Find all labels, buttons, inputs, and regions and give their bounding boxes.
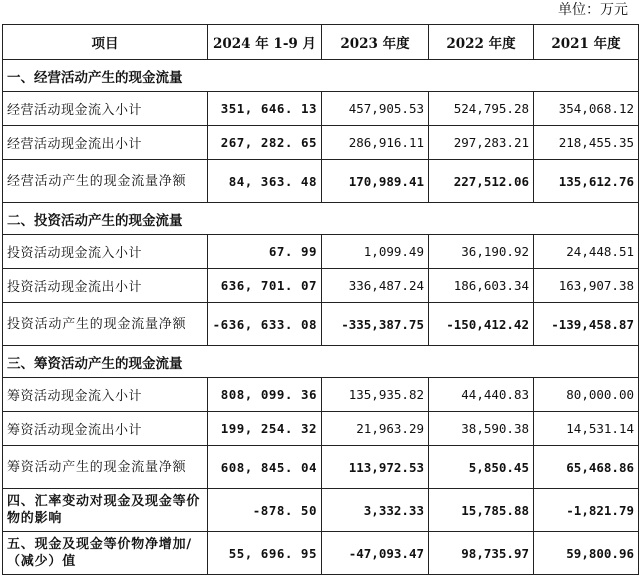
row-label: 五、现金及现金等价物净增加/（减少）值 (3, 532, 208, 575)
cell-2024: 55, 696. 95 (208, 532, 322, 575)
row-label: 投资活动产生的现金流量净额 (3, 303, 208, 346)
cell-2022: 15,785.88 (429, 489, 534, 532)
cell-2024: 199, 254. 32 (208, 412, 322, 446)
cell-2024: -636, 633. 08 (208, 303, 322, 346)
cell-2021: 354,068.12 (534, 92, 639, 126)
cell-2022: 227,512.06 (429, 160, 534, 203)
cell-2023: 1,099.49 (322, 235, 429, 269)
cell-2022: 36,190.92 (429, 235, 534, 269)
table-row (3, 160, 639, 203)
table-row (3, 446, 639, 489)
table-row (3, 235, 639, 269)
cell-2022: 38,590.38 (429, 412, 534, 446)
section-title: 三、筹资活动产生的现金流量 (3, 346, 639, 378)
section-row-investing (3, 203, 639, 235)
section-row-financing (3, 346, 639, 378)
cell-2021: 135,612.76 (534, 160, 639, 203)
cell-2021: -139,458.87 (534, 303, 639, 346)
cell-2022: 5,850.45 (429, 446, 534, 489)
cell-2023: 336,487.24 (322, 269, 429, 303)
cell-2023: 21,963.29 (322, 412, 429, 446)
cell-2021: 59,800.96 (534, 532, 639, 575)
cell-2023: -335,387.75 (322, 303, 429, 346)
cell-2024: 608, 845. 04 (208, 446, 322, 489)
cell-2023: 113,972.53 (322, 446, 429, 489)
cell-2022: 524,795.28 (429, 92, 534, 126)
header-2024: 2024 年 1-9 月 (208, 25, 322, 60)
cell-2022: 98,735.97 (429, 532, 534, 575)
cell-2023: 170,989.41 (322, 160, 429, 203)
table-row (3, 269, 639, 303)
cell-2023: 3,332.33 (322, 489, 429, 532)
table-row (3, 412, 639, 446)
table-row (3, 303, 639, 346)
cell-2021: 65,468.86 (534, 446, 639, 489)
cell-2021: 24,448.51 (534, 235, 639, 269)
cell-2024: 67. 99 (208, 235, 322, 269)
cell-2021: 14,531.14 (534, 412, 639, 446)
cell-2024: 351, 646. 13 (208, 92, 322, 126)
cell-2024: 636, 701. 07 (208, 269, 322, 303)
header-2023: 2023 年度 (322, 25, 429, 60)
cell-2024: 267, 282. 65 (208, 126, 322, 160)
cell-2023: 286,916.11 (322, 126, 429, 160)
header-row (3, 25, 639, 60)
table-row (3, 378, 639, 412)
row-label: 筹资活动现金流入小计 (3, 378, 208, 412)
cell-2021: 80,000.00 (534, 378, 639, 412)
row-label: 投资活动现金流出小计 (3, 269, 208, 303)
cell-2022: 297,283.21 (429, 126, 534, 160)
section-title: 二、投资活动产生的现金流量 (3, 203, 639, 235)
cell-2024: -878. 50 (208, 489, 322, 532)
cell-2022: 186,603.34 (429, 269, 534, 303)
section-title: 一、经营活动产生的现金流量 (3, 60, 639, 92)
unit-label: 单位：万元 (558, 2, 628, 18)
cell-2021: -1,821.79 (534, 489, 639, 532)
cell-2024: 808, 099. 36 (208, 378, 322, 412)
row-label: 筹资活动现金流出小计 (3, 412, 208, 446)
row-label: 投资活动现金流入小计 (3, 235, 208, 269)
row-label: 筹资活动产生的现金流量净额 (3, 446, 208, 489)
row-label: 四、汇率变动对现金及现金等价物的影响 (3, 489, 208, 532)
cell-2022: -150,412.42 (429, 303, 534, 346)
row-label: 经营活动现金流入小计 (3, 92, 208, 126)
cell-2024: 84, 363. 48 (208, 160, 322, 203)
table-row (3, 92, 639, 126)
cell-2023: -47,093.47 (322, 532, 429, 575)
cell-2021: 163,907.38 (534, 269, 639, 303)
header-item: 项目 (3, 25, 208, 60)
row-label: 经营活动产生的现金流量净额 (3, 160, 208, 203)
cash-flow-table (2, 24, 639, 575)
header-2022: 2022 年度 (429, 25, 534, 60)
section-row-operating (3, 60, 639, 92)
row-label: 经营活动现金流出小计 (3, 126, 208, 160)
cell-2022: 44,440.83 (429, 378, 534, 412)
summary-row-fx (3, 489, 639, 532)
table-row (3, 126, 639, 160)
header-2021: 2021 年度 (534, 25, 639, 60)
summary-row-net-change (3, 532, 639, 575)
cell-2023: 457,905.53 (322, 92, 429, 126)
cell-2023: 135,935.82 (322, 378, 429, 412)
cell-2021: 218,455.35 (534, 126, 639, 160)
